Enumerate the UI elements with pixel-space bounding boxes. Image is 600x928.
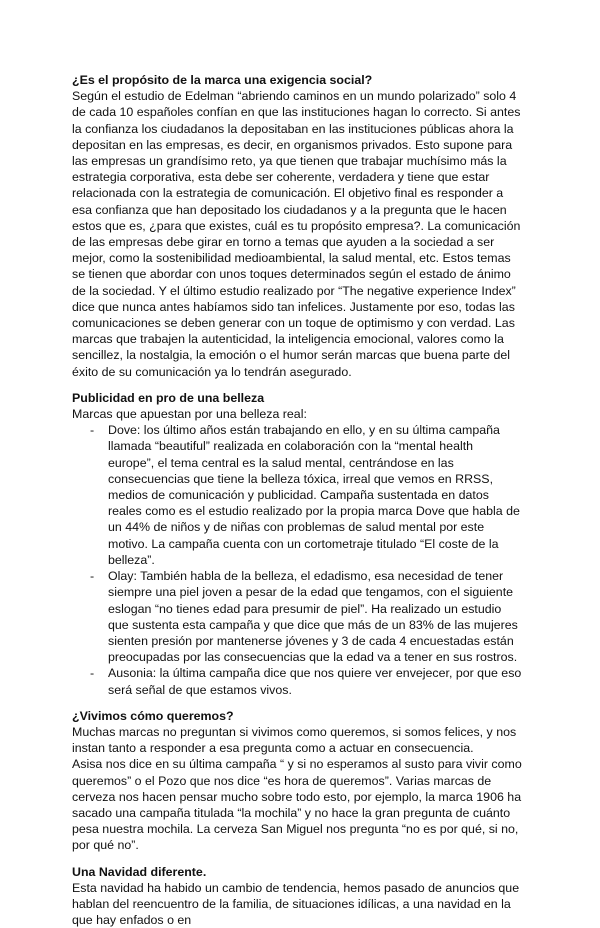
section-brand-purpose	[72, 72, 522, 380]
list-item	[72, 665, 522, 697]
section-heading: Publicidad en pro de una belleza	[72, 390, 265, 405]
section-heading: ¿Vivimos cómo queremos?	[72, 708, 234, 723]
bullet-marker: -	[90, 666, 95, 681]
paragraph: Esta navidad ha habido un cambio de tendencia, hemos pasado de anuncios que hablan del reencuentro de la familia, de situaciones idílicas, a una navidad en la que hay enfados o en	[72, 880, 520, 928]
section-different-christmas	[72, 864, 522, 928]
bullet-marker: -	[90, 569, 95, 584]
section-live-as-we-want	[72, 708, 522, 854]
paragraph: Según el estudio de Edelman “abriendo caminos en un mundo polarizado” solo 4 de cada 10 españoles confían en que las instituciones hagan lo correcto. Si antes la confianza los ciudadanos la depositaban en las instituciones públicas ahora la depositan en las empresas, es decir, en organismos privados. Esto supone para las empresas un grandísimo reto, ya que tienen que trabajar muchísimo más la estrategia corporativa, esta debe ser coherente, verdadera y tiene que estar relacionada con la estrategia de comunicación. El objetivo final es responder a esa confianza que han depositado los ciudadanos y a la pregunta que le hacen estos que es, ¿para que existes, cuál es tu propósito empresa?. La comunicación de las empresas debe girar en torno a temas que ayuden a la sociedad a ser mejor, como la sostenibilidad medioambiental, la salud mental, etc. Estos temas se tienen que abordar con unos toques determinados según el estado de ánimo de la sociedad. Y el último estudio realizado por “The negative experience Index” dice que nunca antes habíamos sido tan infelices. Justamente por eso, todas las comunicaciones se deben generar con un toque de optimismo y con verdad. Las marcas que trabajen la autenticidad, la inteligencia emocional, valores como la sencillez, la nostalgia, la emoción o el humor serán marcas que buena parte del éxito de su comunicación ya lo tendrán asegurado.	[72, 89, 521, 379]
section-heading: ¿Es el propósito de la marca una exigencia social?	[72, 73, 373, 87]
list-item-text: Dove: los último años están trabajando en ello, y en su última campaña llamada “beautiful” realizada en colaboración con la “mental health europe”, el tema central es la salud mental, centrándose en las consecuencias que tiene la belleza tóxica, irreal que vemos en RRSS, medios de comunicación y publicidad. Campaña sustentada en datos reales como es el estudio realizado por la propia marca Dove que habla de un 44% de niños y de niñas con problemas de salud mental por este motivo. La campaña cuenta con un cortometraje titulado “El coste de la belleza”.	[108, 423, 520, 567]
list-item-text: Ausonia: la última campaña dice que nos quiere ver envejecer, por que eso será señal de que estamos vivos.	[108, 666, 522, 697]
brand-list	[72, 422, 522, 697]
list-item-text: Olay: También habla de la belleza, el edadismo, esa necesidad de tener siempre una piel joven a pesar de la edad que tengamos, con el siguiente eslogan “no tienes edad para presumir de piel”. Ha realizado un estudio que sustenta esta campaña y que dice que más de un 83% de las mujeres sienten presión por mantenerse jóvenes y 3 de cada 4 encuestadas están preocupadas por las consecuencias que la edad va a tener en sus rostros.	[108, 569, 518, 665]
section-beauty-advertising	[72, 390, 522, 698]
list-item	[72, 422, 522, 568]
paragraph: Asisa nos dice en su última campaña “ y si no esperamos al susto para vivir como queremos” o el Pozo que nos dice “es hora de queremos”. Varias marcas de cerveza nos hacen pensar mucho sobre todo esto, por ejemplo, la marca 1906 ha sacado una campaña titulada “la mochila” y no hace la gran pregunta de cuánto pesa nuestra mochila. La cerveza San Miguel nos pregunta “no es por qué, si no, por qué no”.	[72, 757, 522, 853]
section-heading: Una Navidad diferente.	[72, 864, 207, 879]
bullet-marker: -	[90, 423, 95, 438]
list-item	[72, 568, 522, 665]
section-intro: Marcas que apuestan por una belleza real:	[72, 407, 307, 422]
paragraph: Muchas marcas no preguntan si vivimos como queremos, si somos felices, y nos instan tanto a responder a esa pregunta como a actuar en consecuencia.	[72, 724, 517, 756]
